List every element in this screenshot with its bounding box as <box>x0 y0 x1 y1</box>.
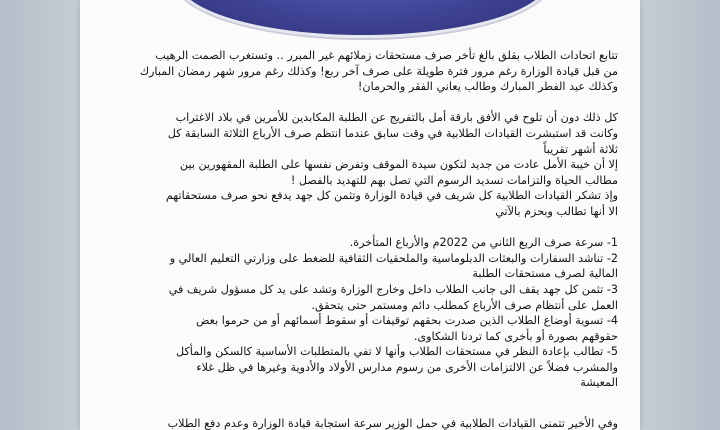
demand-line: 3- تثمن كل جهد يقف الى جانب الطلاب داخل وخارج الوزارة وتشد على يد كل مسؤول شريف في <box>168 282 618 296</box>
demand-line: 5- تطالب بإعادة النظر في مستحقات الطلاب وأنها لا تفي بالمتطلبات الأساسية كالسكن والمأكل <box>176 345 618 359</box>
paragraph-gap <box>102 220 618 236</box>
hope-line: مطالب الحياة والتزامات تسديد الرسوم التي تصل بهم للتهديد بالفصل ! <box>290 173 618 187</box>
paragraph-gap <box>102 95 618 111</box>
hope-line: وإذ تشكر القيادات الطلابية كل شريف في قيادة الوزارة وتثمن كل جهد يدفع نحو صرف مستحقاتهم <box>165 189 618 203</box>
demand-line: العمل على أنتظام صرف الأرباع كمطلب دائم ومستمر حتى يتحقق. <box>311 298 618 312</box>
intro-line: تتابع اتحادات الطلاب بقلق بالغ تأخر صرف مستحقات زملائهم غير المبرر .. وتستغرب الصمت الرهيب <box>155 49 618 62</box>
closing-line: وفي الأخير تتمنى القيادات الطلابية في حمل الوزير سرعة استجابة قيادة الوزارة وعدم دفع الطلاب <box>167 417 618 430</box>
header-emblem <box>175 0 551 38</box>
intro-line: وكذلك عيد الفطر المبارك وطالب يعاني الفقر والحرمان! <box>357 80 618 94</box>
demand-line: 4- تسوية أوضاع الطلاب الذين صدرت بحقهم توقيفات أو سقوط أسمائهم أو من حرموا بعض <box>195 314 618 328</box>
hope-line: ثلاثة أشهر تقريباً <box>543 142 618 156</box>
intro-line: من قبل قيادة الوزارة رغم مرور فترة طويلة على صرف آخر ربع! وكذلك رغم مرور شهر رمضان المبارك <box>139 64 618 78</box>
demand-line: حقوقهم بصورة أو بأخرى كما تردنا الشكاوى. <box>413 329 618 343</box>
document-page <box>80 0 640 430</box>
hope-line: الا أنها تطالب وبحزم بالآتي <box>495 204 618 218</box>
page-background-left <box>0 0 80 430</box>
document-body <box>102 48 618 391</box>
demand-line: 2- تناشد السفارات والبعثات الدبلوماسية والملحقيات الثقافية للضغط على وزارتي التعليم العالي و <box>169 251 618 265</box>
hope-line: كل ذلك دون أن تلوح في الأفق بارقة أمل بالتفريج عن الطلبة المكابدين للأمرين في بلاد الاغتراب <box>175 111 618 125</box>
demand-line: المعيشة <box>580 376 618 390</box>
hope-line: إلا أن خيبة الأمل عادت من جديد لتكون سيدة الموقف وتفرض نفسها على الطلبة المقهورين بين <box>179 158 618 172</box>
demand-line: المالية لصرف مستحقات الطلبة <box>472 267 618 281</box>
demand-line: 1- سرعة صرف الربع الثاني من 2022م والأرباع المتأخرة. <box>349 236 618 250</box>
page-background-right <box>640 0 720 430</box>
hope-line: وكانت قد استبشرت القيادات الطلابية في وقت سابق عندما انتظم صرف الأرباع الثلاثة السابقة كل <box>167 126 618 140</box>
demand-line: والمشرب فضلاً عن الالتزامات الأخرى من رسوم مدارس الأولاد والأدوية وغيرها في ظل غلاء <box>196 360 618 374</box>
